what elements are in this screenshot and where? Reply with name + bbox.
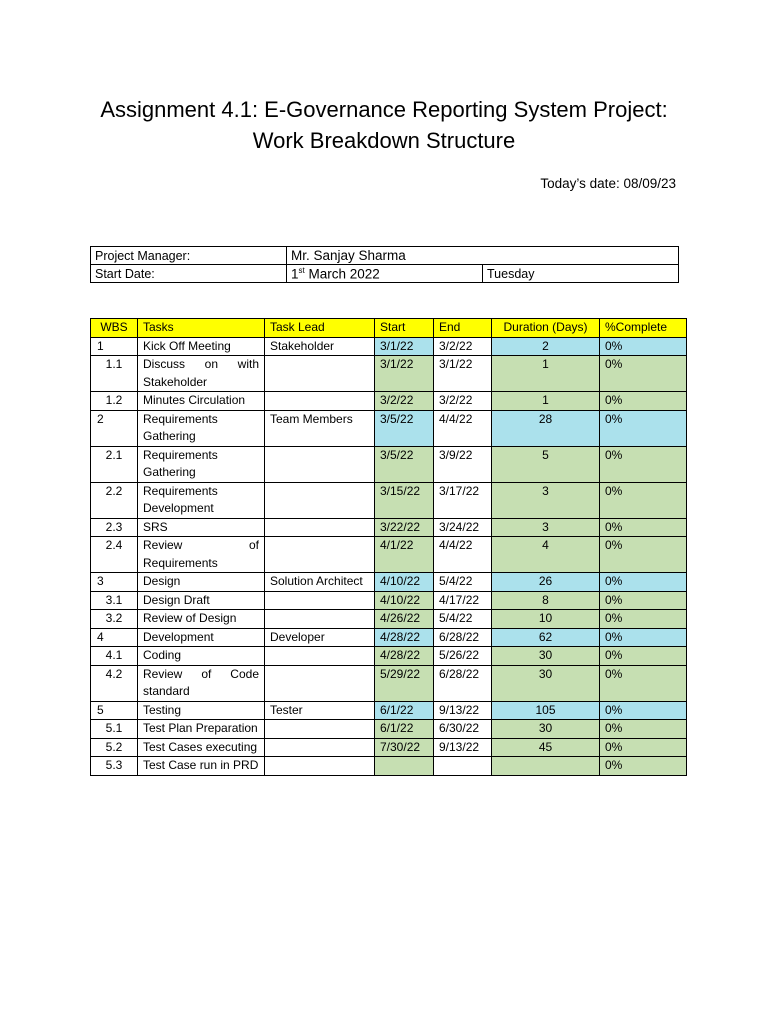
table-row bbox=[91, 518, 687, 537]
start-cell: 4/10/22 bbox=[375, 591, 434, 610]
task-cell: Test Cases executing bbox=[138, 738, 265, 757]
start-date-month: March 2022 bbox=[304, 266, 380, 282]
task-lead-cell bbox=[265, 757, 375, 776]
wbs-cell: 5.2 bbox=[91, 738, 138, 757]
duration-cell: 1 bbox=[492, 356, 600, 392]
duration-cell: 28 bbox=[492, 410, 600, 446]
task-cell: Requirements Gathering bbox=[138, 410, 265, 446]
end-cell: 3/2/22 bbox=[434, 337, 492, 356]
duration-cell: 30 bbox=[492, 720, 600, 739]
task-cell: Review of Design bbox=[138, 610, 265, 629]
todays-date: Today’s date: 08/09/23 bbox=[540, 176, 676, 191]
wbs-cell: 5.3 bbox=[91, 757, 138, 776]
wbs-cell: 5 bbox=[91, 701, 138, 720]
start-cell: 6/1/22 bbox=[375, 701, 434, 720]
table-row bbox=[91, 410, 687, 446]
start-cell: 3/2/22 bbox=[375, 392, 434, 411]
wbs-cell: 3.1 bbox=[91, 591, 138, 610]
complete-cell: 0% bbox=[600, 446, 687, 482]
start-cell: 6/1/22 bbox=[375, 720, 434, 739]
table-row bbox=[91, 738, 687, 757]
task-lead-cell: Stakeholder bbox=[265, 337, 375, 356]
table-row bbox=[91, 573, 687, 592]
task-lead-cell bbox=[265, 356, 375, 392]
duration-cell bbox=[492, 757, 600, 776]
wbs-cell: 3 bbox=[91, 573, 138, 592]
table-row bbox=[91, 757, 687, 776]
wbs-cell: 3.2 bbox=[91, 610, 138, 629]
end-cell: 3/9/22 bbox=[434, 446, 492, 482]
task-cell: SRS bbox=[138, 518, 265, 537]
end-cell: 4/4/22 bbox=[434, 537, 492, 573]
complete-cell: 0% bbox=[600, 482, 687, 518]
complete-cell: 0% bbox=[600, 628, 687, 647]
duration-cell: 62 bbox=[492, 628, 600, 647]
title-line-2: Work Breakdown Structure bbox=[252, 128, 516, 153]
table-row bbox=[91, 665, 687, 701]
task-lead-cell bbox=[265, 720, 375, 739]
wbs-cell: 4.2 bbox=[91, 665, 138, 701]
task-cell: Minutes Circulation bbox=[138, 392, 265, 411]
complete-cell: 0% bbox=[600, 647, 687, 666]
complete-cell: 0% bbox=[600, 665, 687, 701]
task-cell: Test Case run in PRD bbox=[138, 757, 265, 776]
task-cell: Development bbox=[138, 628, 265, 647]
start-cell: 4/1/22 bbox=[375, 537, 434, 573]
wbs-cell: 2.4 bbox=[91, 537, 138, 573]
table-row bbox=[91, 628, 687, 647]
start-cell: 3/1/22 bbox=[375, 337, 434, 356]
wbs-table bbox=[90, 318, 687, 776]
end-cell: 9/13/22 bbox=[434, 701, 492, 720]
duration-cell: 105 bbox=[492, 701, 600, 720]
task-lead-cell: Tester bbox=[265, 701, 375, 720]
duration-cell: 5 bbox=[492, 446, 600, 482]
header-complete: %Complete bbox=[600, 319, 687, 338]
wbs-cell: 2 bbox=[91, 410, 138, 446]
task-lead-cell bbox=[265, 518, 375, 537]
start-cell: 4/26/22 bbox=[375, 610, 434, 629]
end-cell: 5/4/22 bbox=[434, 610, 492, 629]
header-tasks: Tasks bbox=[138, 319, 265, 338]
end-cell bbox=[434, 757, 492, 776]
wbs-cell: 4.1 bbox=[91, 647, 138, 666]
start-cell: 3/15/22 bbox=[375, 482, 434, 518]
duration-cell: 8 bbox=[492, 591, 600, 610]
wbs-cell: 2.1 bbox=[91, 446, 138, 482]
start-date-day: 1 bbox=[291, 266, 299, 282]
project-info-table bbox=[90, 246, 679, 283]
end-cell: 4/4/22 bbox=[434, 410, 492, 446]
end-cell: 9/13/22 bbox=[434, 738, 492, 757]
header-duration: Duration (Days) bbox=[492, 319, 600, 338]
table-row bbox=[91, 647, 687, 666]
title-line-1: Assignment 4.1: E-Governance Reporting System Project: bbox=[100, 97, 668, 122]
wbs-header-row bbox=[91, 319, 687, 338]
task-lead-cell: Solution Architect bbox=[265, 573, 375, 592]
complete-cell: 0% bbox=[600, 591, 687, 610]
complete-cell: 0% bbox=[600, 738, 687, 757]
task-lead-cell bbox=[265, 738, 375, 757]
task-cell: Requirements Development bbox=[138, 482, 265, 518]
wbs-cell: 5.1 bbox=[91, 720, 138, 739]
complete-cell: 0% bbox=[600, 757, 687, 776]
start-date-label: Start Date: bbox=[91, 265, 287, 283]
end-cell: 5/26/22 bbox=[434, 647, 492, 666]
task-cell: Review of Requirements bbox=[138, 537, 265, 573]
table-row bbox=[91, 337, 687, 356]
task-lead-cell bbox=[265, 482, 375, 518]
table-row bbox=[91, 591, 687, 610]
start-cell: 7/30/22 bbox=[375, 738, 434, 757]
duration-cell: 30 bbox=[492, 665, 600, 701]
duration-cell: 4 bbox=[492, 537, 600, 573]
end-cell: 5/4/22 bbox=[434, 573, 492, 592]
duration-cell: 2 bbox=[492, 337, 600, 356]
duration-cell: 3 bbox=[492, 482, 600, 518]
start-cell: 3/5/22 bbox=[375, 446, 434, 482]
task-cell: Test Plan Preparation bbox=[138, 720, 265, 739]
task-cell: Kick Off Meeting bbox=[138, 337, 265, 356]
task-cell: Design Draft bbox=[138, 591, 265, 610]
table-row bbox=[91, 701, 687, 720]
start-cell: 5/29/22 bbox=[375, 665, 434, 701]
end-cell: 3/1/22 bbox=[434, 356, 492, 392]
task-cell: Coding bbox=[138, 647, 265, 666]
header-wbs: WBS bbox=[91, 319, 138, 338]
task-lead-cell bbox=[265, 647, 375, 666]
start-date-value bbox=[287, 265, 483, 283]
project-manager-value: Mr. Sanjay Sharma bbox=[287, 247, 679, 265]
complete-cell: 0% bbox=[600, 410, 687, 446]
table-row bbox=[91, 720, 687, 739]
task-cell: Review of Code standard bbox=[138, 665, 265, 701]
start-cell: 4/28/22 bbox=[375, 628, 434, 647]
table-row bbox=[91, 537, 687, 573]
task-lead-cell bbox=[265, 392, 375, 411]
complete-cell: 0% bbox=[600, 573, 687, 592]
task-lead-cell bbox=[265, 537, 375, 573]
duration-cell: 1 bbox=[492, 392, 600, 411]
task-lead-cell: Team Members bbox=[265, 410, 375, 446]
complete-cell: 0% bbox=[600, 701, 687, 720]
duration-cell: 26 bbox=[492, 573, 600, 592]
wbs-cell: 4 bbox=[91, 628, 138, 647]
wbs-cell: 1.2 bbox=[91, 392, 138, 411]
duration-cell: 30 bbox=[492, 647, 600, 666]
complete-cell: 0% bbox=[600, 610, 687, 629]
end-cell: 3/24/22 bbox=[434, 518, 492, 537]
start-cell: 3/22/22 bbox=[375, 518, 434, 537]
task-lead-cell bbox=[265, 610, 375, 629]
end-cell: 6/28/22 bbox=[434, 665, 492, 701]
task-cell: Design bbox=[138, 573, 265, 592]
task-cell: Requirements Gathering bbox=[138, 446, 265, 482]
table-row bbox=[91, 392, 687, 411]
duration-cell: 45 bbox=[492, 738, 600, 757]
header-task-lead: Task Lead bbox=[265, 319, 375, 338]
wbs-cell: 1.1 bbox=[91, 356, 138, 392]
complete-cell: 0% bbox=[600, 392, 687, 411]
task-cell: Discuss on with Stakeholder bbox=[138, 356, 265, 392]
task-lead-cell bbox=[265, 591, 375, 610]
wbs-cell: 1 bbox=[91, 337, 138, 356]
table-row bbox=[91, 482, 687, 518]
task-lead-cell bbox=[265, 446, 375, 482]
wbs-cell: 2.3 bbox=[91, 518, 138, 537]
complete-cell: 0% bbox=[600, 518, 687, 537]
duration-cell: 10 bbox=[492, 610, 600, 629]
end-cell: 3/17/22 bbox=[434, 482, 492, 518]
start-cell bbox=[375, 757, 434, 776]
duration-cell: 3 bbox=[492, 518, 600, 537]
end-cell: 3/2/22 bbox=[434, 392, 492, 411]
end-cell: 6/30/22 bbox=[434, 720, 492, 739]
start-cell: 4/10/22 bbox=[375, 573, 434, 592]
project-manager-label: Project Manager: bbox=[91, 247, 287, 265]
start-date-row bbox=[91, 265, 679, 283]
complete-cell: 0% bbox=[600, 337, 687, 356]
table-row bbox=[91, 610, 687, 629]
table-row bbox=[91, 446, 687, 482]
complete-cell: 0% bbox=[600, 537, 687, 573]
start-date-suffix: st bbox=[298, 265, 305, 275]
task-lead-cell: Developer bbox=[265, 628, 375, 647]
task-lead-cell bbox=[265, 665, 375, 701]
start-date-weekday: Tuesday bbox=[483, 265, 679, 283]
complete-cell: 0% bbox=[600, 720, 687, 739]
header-start: Start bbox=[375, 319, 434, 338]
start-cell: 4/28/22 bbox=[375, 647, 434, 666]
end-cell: 4/17/22 bbox=[434, 591, 492, 610]
task-cell: Testing bbox=[138, 701, 265, 720]
header-end: End bbox=[434, 319, 492, 338]
start-cell: 3/1/22 bbox=[375, 356, 434, 392]
start-cell: 3/5/22 bbox=[375, 410, 434, 446]
end-cell: 6/28/22 bbox=[434, 628, 492, 647]
complete-cell: 0% bbox=[600, 356, 687, 392]
project-manager-row bbox=[91, 247, 679, 265]
wbs-cell: 2.2 bbox=[91, 482, 138, 518]
table-row bbox=[91, 356, 687, 392]
document-title bbox=[0, 94, 768, 156]
